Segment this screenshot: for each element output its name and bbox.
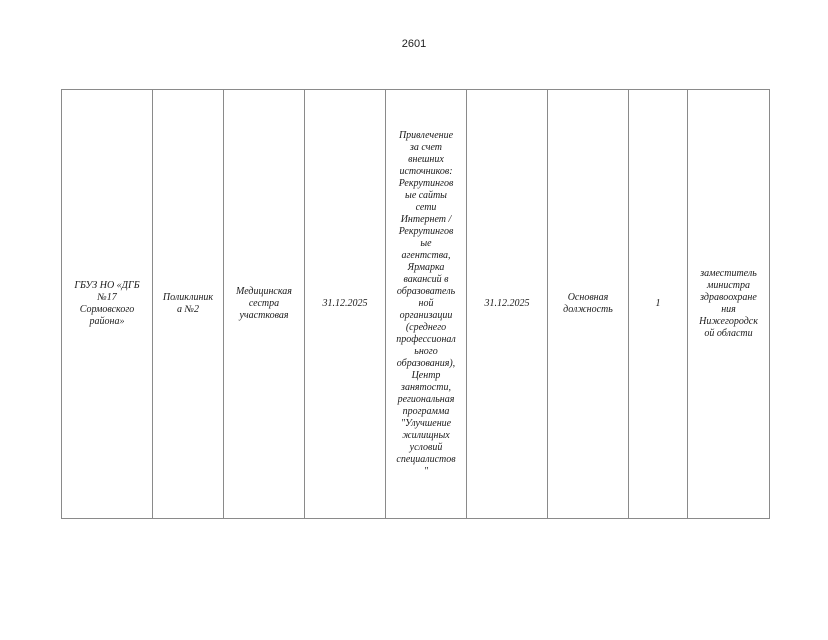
cell-job-type: Основная должность [548,90,629,519]
cell-date-2: 31.12.2025 [467,90,548,519]
cell-responsible: заместитель министра здравоохране ния Нижегородск ой области [688,90,770,519]
staffing-table [61,89,770,519]
cell-measures: Привлечение за счет внешних источников: Рекрутингов ые сайты сети Интернет / Рекрутингов ые агентства, Ярмарка вакансий в образователь ной организации (среднего профессионал ьного образования), Центр занятости, региональная программа "Улучшение жилищных условий специалистов " [386,90,467,519]
cell-date-1: 31.12.2025 [305,90,386,519]
cell-institution: ГБУЗ НО «ДГБ №17 Сормовского района» [62,90,153,519]
cell-count: 1 [629,90,688,519]
page-number: 2601 [401,38,427,50]
cell-department: Поликлиник а №2 [153,90,224,519]
table-row [62,90,770,519]
cell-position: Медицинская сестра участковая [224,90,305,519]
